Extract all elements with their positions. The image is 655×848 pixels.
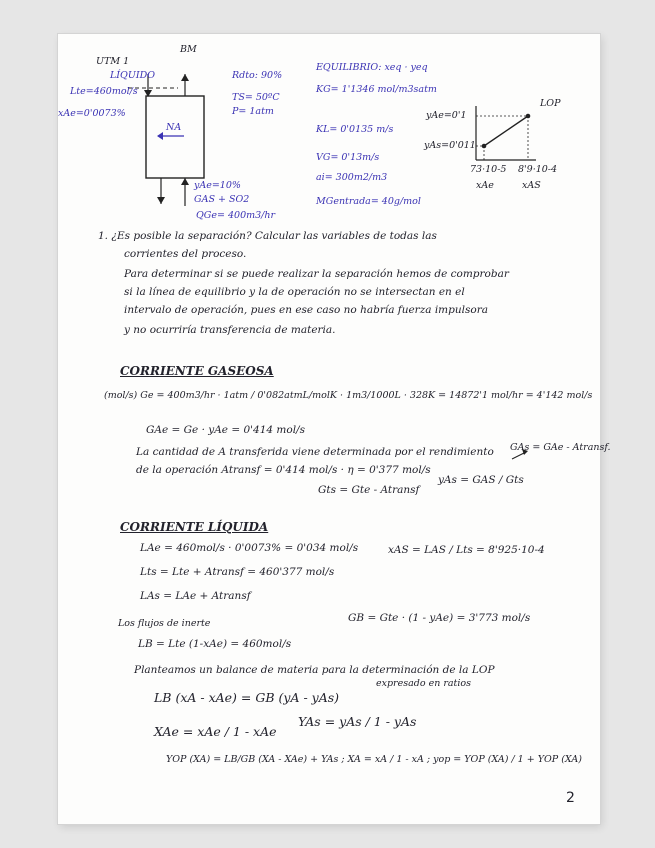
m-gentrada-label: MGentrada= 40g/mol (316, 196, 421, 207)
yas-equation: yAs = GAS / Gts (438, 474, 524, 486)
inert-title: Los flujos de inerte (118, 618, 211, 629)
graph-xas-value: 8'9·10-4 (518, 164, 558, 175)
utm-label: UTM 1 (96, 56, 130, 67)
lae-equation: LAe = 460mol/s · 0'0073% = 0'034 mol/s (140, 542, 359, 554)
question-line-2: corrientes del proceso. (124, 248, 247, 260)
transfer-line-2: de la operación Atransf = 0'414 mol/s · 𝜂 = 0'377 mol/s (136, 464, 431, 476)
graph-yae-label: yAe=0'1 (426, 110, 467, 121)
graph-xas-axis: xAS (522, 180, 541, 191)
paragraph-line-3: intervalo de operación, pues en ese caso no habría fuerza impulsora (124, 304, 488, 316)
gb-equation: GB = Gte · (1 - yAe) = 3'773 mol/s (348, 612, 531, 624)
ge-formula: (mol/s) Ge = 400m3/hr · 1atm / 0'082atmL/molK · 1m3/1000L · 328K = 14872'1 mol/hr = 4'142 mol/s (104, 390, 593, 401)
graph-yas-label: yAs=0'011 (424, 140, 476, 151)
paragraph-line-2: si la línea de equilibrio y la de operación no se intersectan en el (124, 286, 465, 298)
notebook-page (58, 34, 611, 824)
page-number: 2 (566, 790, 575, 806)
lte-label: Lte=460mol/s (70, 86, 138, 97)
gas-label: GAS + SO2 (194, 194, 250, 205)
lop-line (484, 116, 528, 146)
graph-xae-axis: xAe (476, 180, 494, 191)
xae-ratio-equation: XAe = xAe / 1 - xAe (154, 724, 277, 739)
column-body (146, 96, 204, 178)
lop-label: LOP (540, 98, 561, 109)
paragraph-line-1: Para determinar si se puede realizar la separación hemos de comprobar (124, 268, 509, 280)
gts-equation: Gts = Gte - Atransf (318, 484, 420, 496)
balance-equation: LB (xA - xAe) = GB (yA - yAs) (154, 690, 340, 705)
transfer-line-1: La cantidad de A transferida viene determinada por el rendimiento (136, 446, 494, 458)
na-label: NA (166, 122, 182, 133)
liquid-heading: CORRIENTE LÍQUIDA (120, 520, 269, 534)
yop-equation: YOP (XA) = LB/GB (XA - XAe) + YAs ; XA = xA / 1 - xA ; yop = YOP (XA) / 1 + YOP (XA) (166, 754, 582, 765)
gae-equation: GAe = Ge · yAe = 0'414 mol/s (146, 424, 305, 436)
liquid-label: LÍQUIDO (110, 70, 156, 81)
las-equation: LAs = LAe + Atransf (140, 590, 251, 602)
rdto-label: Rdto: 90% (232, 70, 283, 81)
vg-label: VG= 0'13m/s (316, 152, 380, 163)
p-label: P= 1atm (232, 106, 274, 117)
ratio-note: expresado en ratios (376, 678, 471, 689)
graph-xae-value: 73·10-5 (470, 164, 507, 175)
balance-sentence: Planteamos un balance de materia para la determinación de la LOP (134, 664, 495, 676)
question-line-1: 1. ¿Es posible la separación? Calcular las variables de todas las (98, 230, 437, 242)
ts-label: TS= 50ºC (232, 92, 280, 103)
xas-equation: xAS = LAS / Lts = 8'925·10-4 (388, 544, 545, 556)
ai-label: ai= 300m2/m3 (316, 172, 388, 183)
paragraph-line-4: y no ocurriría transferencia de materia. (124, 324, 336, 336)
xae-label: xAe=0'0073% (58, 108, 126, 119)
kl-label: KL= 0'0135 m/s (316, 124, 394, 135)
kg-label: KG= 1'1346 mol/m3satm (316, 84, 437, 95)
gas-heading: CORRIENTE GASEOSA (120, 364, 274, 378)
yas-ratio-equation: YAs = yAs / 1 - yAs (298, 714, 417, 729)
yae-label: yAe=10% (194, 180, 241, 191)
qge-label: QGe= 400m3/hr (196, 210, 276, 221)
equilibrium-label: EQUILIBRIO: xeq · yeq (316, 62, 428, 73)
lb-equation: LB = Lte (1-xAe) = 460mol/s (138, 638, 292, 650)
bm-label: BM (180, 44, 197, 55)
lts-equation: Lts = Lte + Atransf = 460'377 mol/s (140, 566, 335, 578)
gas-balance-note: GAs = GAe - Atransf. (510, 442, 611, 453)
